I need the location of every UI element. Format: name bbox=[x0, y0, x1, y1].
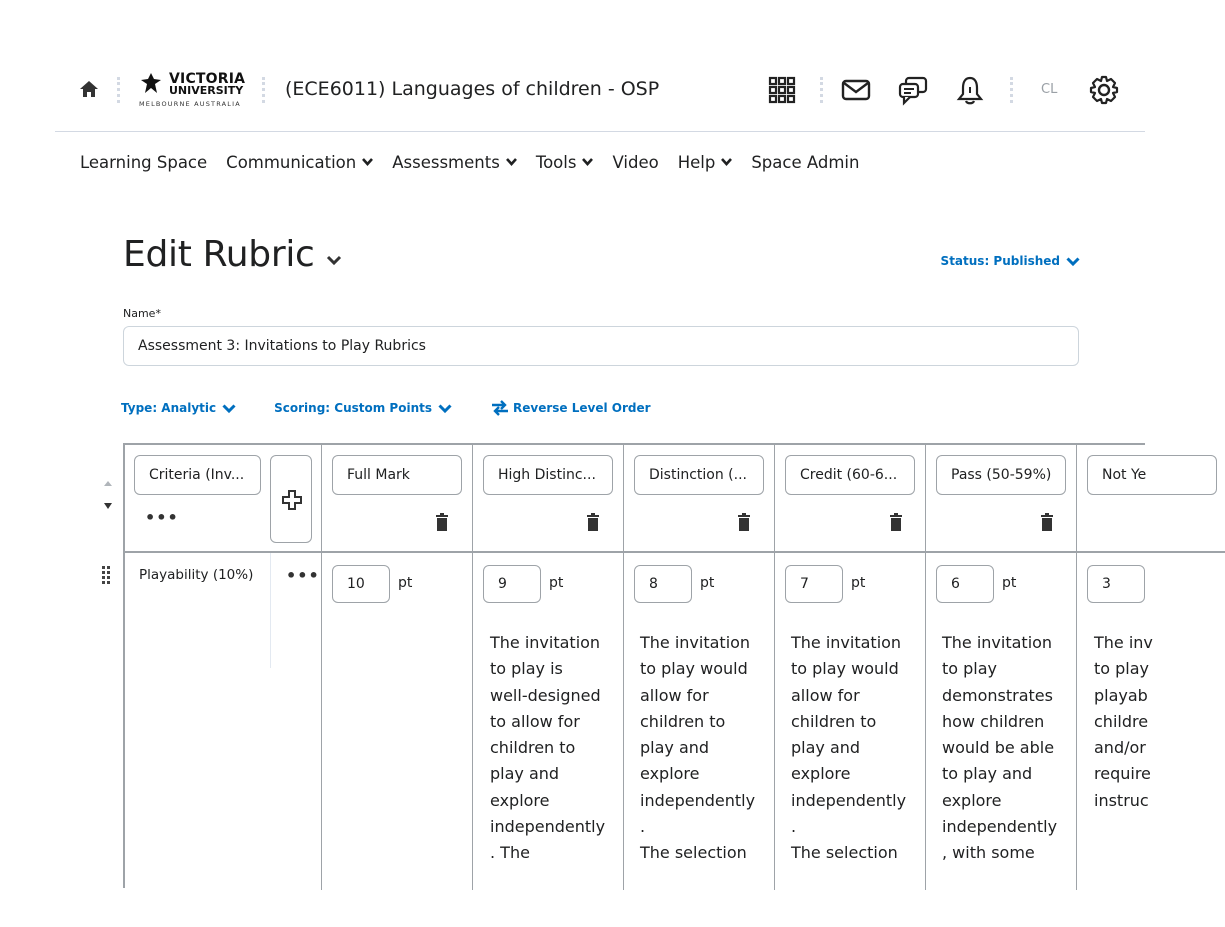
nav-label: Learning Space bbox=[80, 152, 208, 172]
swap-arrows-icon bbox=[490, 400, 510, 416]
nav-assessments[interactable] bbox=[392, 153, 517, 172]
criterion-more-button[interactable]: ••• bbox=[286, 566, 320, 585]
points-input[interactable]: 7 bbox=[785, 565, 843, 603]
level-name-input[interactable]: Not Ye bbox=[1087, 455, 1217, 495]
points-input[interactable]: 9 bbox=[483, 565, 541, 603]
points-input[interactable]: 3 bbox=[1087, 565, 1145, 603]
user-initials[interactable]: CL bbox=[1041, 82, 1058, 97]
column-divider bbox=[774, 445, 775, 890]
gear-icon[interactable] bbox=[1089, 75, 1119, 105]
nav-communication[interactable] bbox=[226, 153, 373, 172]
navbar bbox=[55, 55, 1145, 132]
trash-icon[interactable] bbox=[1040, 513, 1054, 531]
reverse-label: Reverse Level Order bbox=[513, 401, 651, 415]
page-title: Edit Rubric bbox=[123, 234, 315, 275]
divider bbox=[820, 77, 823, 103]
points-input[interactable]: 6 bbox=[936, 565, 994, 603]
logo-line-3: MELBOURNE AUSTRALIA bbox=[139, 100, 241, 108]
name-label: Name* bbox=[123, 307, 161, 320]
nav-label: Space Admin bbox=[751, 152, 860, 172]
course-nav bbox=[80, 150, 878, 174]
level-description[interactable]: The invitation to play is well-designed to allow for children to play and explore independently . The bbox=[490, 633, 606, 863]
divider bbox=[117, 77, 120, 103]
chevron-down-icon bbox=[721, 158, 732, 166]
drag-handle-icon[interactable] bbox=[101, 565, 111, 585]
criterion-name-cell[interactable] bbox=[125, 553, 271, 668]
trash-icon[interactable] bbox=[435, 513, 449, 531]
nav-label: Help bbox=[677, 152, 716, 172]
type-label: Type: Analytic bbox=[121, 401, 217, 415]
university-logo[interactable] bbox=[139, 71, 249, 111]
rubric-grid bbox=[123, 443, 1153, 888]
nav-label: Video bbox=[612, 152, 659, 172]
title-menu-chevron-icon[interactable] bbox=[326, 255, 342, 265]
chevron-down-icon bbox=[222, 404, 236, 413]
rubric-name-input[interactable] bbox=[123, 326, 1079, 366]
column-divider bbox=[321, 445, 322, 890]
scoring-dropdown[interactable] bbox=[274, 401, 452, 415]
points-input[interactable]: 8 bbox=[634, 565, 692, 603]
waffle-icon[interactable] bbox=[767, 75, 797, 105]
level-name-input[interactable]: High Distinc... bbox=[483, 455, 613, 495]
trash-icon[interactable] bbox=[889, 513, 903, 531]
chat-icon[interactable] bbox=[898, 75, 928, 105]
scoring-label: Scoring: Custom Points bbox=[274, 401, 432, 415]
column-divider bbox=[472, 445, 473, 890]
chevron-down-icon bbox=[362, 158, 373, 166]
status-dropdown[interactable] bbox=[941, 254, 1080, 268]
nav-video[interactable] bbox=[612, 153, 658, 172]
type-dropdown[interactable] bbox=[121, 401, 236, 415]
criteria-group-name-input[interactable]: Criteria (Inv... bbox=[134, 455, 261, 495]
trash-icon[interactable] bbox=[737, 513, 751, 531]
nav-tools[interactable] bbox=[536, 153, 594, 172]
nav-label: Tools bbox=[535, 152, 577, 172]
add-level-button[interactable] bbox=[270, 455, 312, 543]
home-icon[interactable] bbox=[77, 77, 101, 101]
pt-unit: pt bbox=[700, 575, 715, 591]
pt-unit: pt bbox=[851, 575, 866, 591]
logo-mark-icon bbox=[139, 73, 163, 95]
level-name-input[interactable]: Credit (60-6... bbox=[785, 455, 915, 495]
mail-icon[interactable] bbox=[841, 75, 871, 105]
reorder-arrows-icon[interactable] bbox=[101, 475, 115, 515]
chevron-down-icon bbox=[582, 158, 593, 166]
reverse-level-order-button[interactable] bbox=[490, 400, 651, 416]
level-description[interactable]: The invitation to play would allow for children to play and explore independently . The selection bbox=[640, 633, 756, 863]
pt-unit: pt bbox=[398, 575, 413, 591]
level-description[interactable]: The invitation to play would allow for children to play and explore independently . The selection bbox=[791, 633, 907, 863]
level-name-input[interactable]: Pass (50-59%) bbox=[936, 455, 1066, 495]
column-divider bbox=[925, 445, 926, 890]
bell-icon[interactable] bbox=[955, 75, 985, 105]
chevron-down-icon bbox=[506, 158, 517, 166]
logo-line-2: UNIVERSITY bbox=[169, 84, 244, 97]
level-description[interactable]: The inv to play playab childre and/or require instruc bbox=[1094, 633, 1153, 810]
pt-unit: pt bbox=[1002, 575, 1017, 591]
plus-icon bbox=[282, 490, 302, 510]
points-input[interactable]: 10 bbox=[332, 565, 390, 603]
course-title[interactable]: (ECE6011) Languages of children - OSP bbox=[285, 78, 660, 100]
divider bbox=[262, 77, 265, 103]
nav-label: Communication bbox=[226, 152, 357, 172]
level-name-input[interactable]: Full Mark bbox=[332, 455, 462, 495]
divider bbox=[1010, 77, 1013, 103]
trash-icon[interactable] bbox=[586, 513, 600, 531]
nav-learning-space[interactable] bbox=[80, 153, 207, 172]
criterion-name: Playability (10%) bbox=[139, 567, 254, 583]
rubric-options bbox=[121, 400, 689, 416]
column-divider bbox=[1076, 445, 1077, 890]
nav-space-admin[interactable] bbox=[751, 153, 859, 172]
nav-label: Assessments bbox=[392, 152, 500, 172]
column-divider bbox=[623, 445, 624, 890]
pt-unit: pt bbox=[549, 575, 564, 591]
level-description[interactable]: The invitation to play demonstrates how children would be able to play and explore independently , with some bbox=[942, 633, 1058, 863]
status-label: Status: Published bbox=[940, 254, 1060, 268]
level-name-input[interactable]: Distinction (... bbox=[634, 455, 764, 495]
chevron-down-icon bbox=[438, 404, 452, 413]
logo-line-1: VICTORIA bbox=[169, 71, 246, 87]
criteria-group-more-button[interactable]: ••• bbox=[145, 508, 179, 527]
chevron-down-icon bbox=[1066, 257, 1080, 266]
nav-help[interactable] bbox=[678, 153, 733, 172]
